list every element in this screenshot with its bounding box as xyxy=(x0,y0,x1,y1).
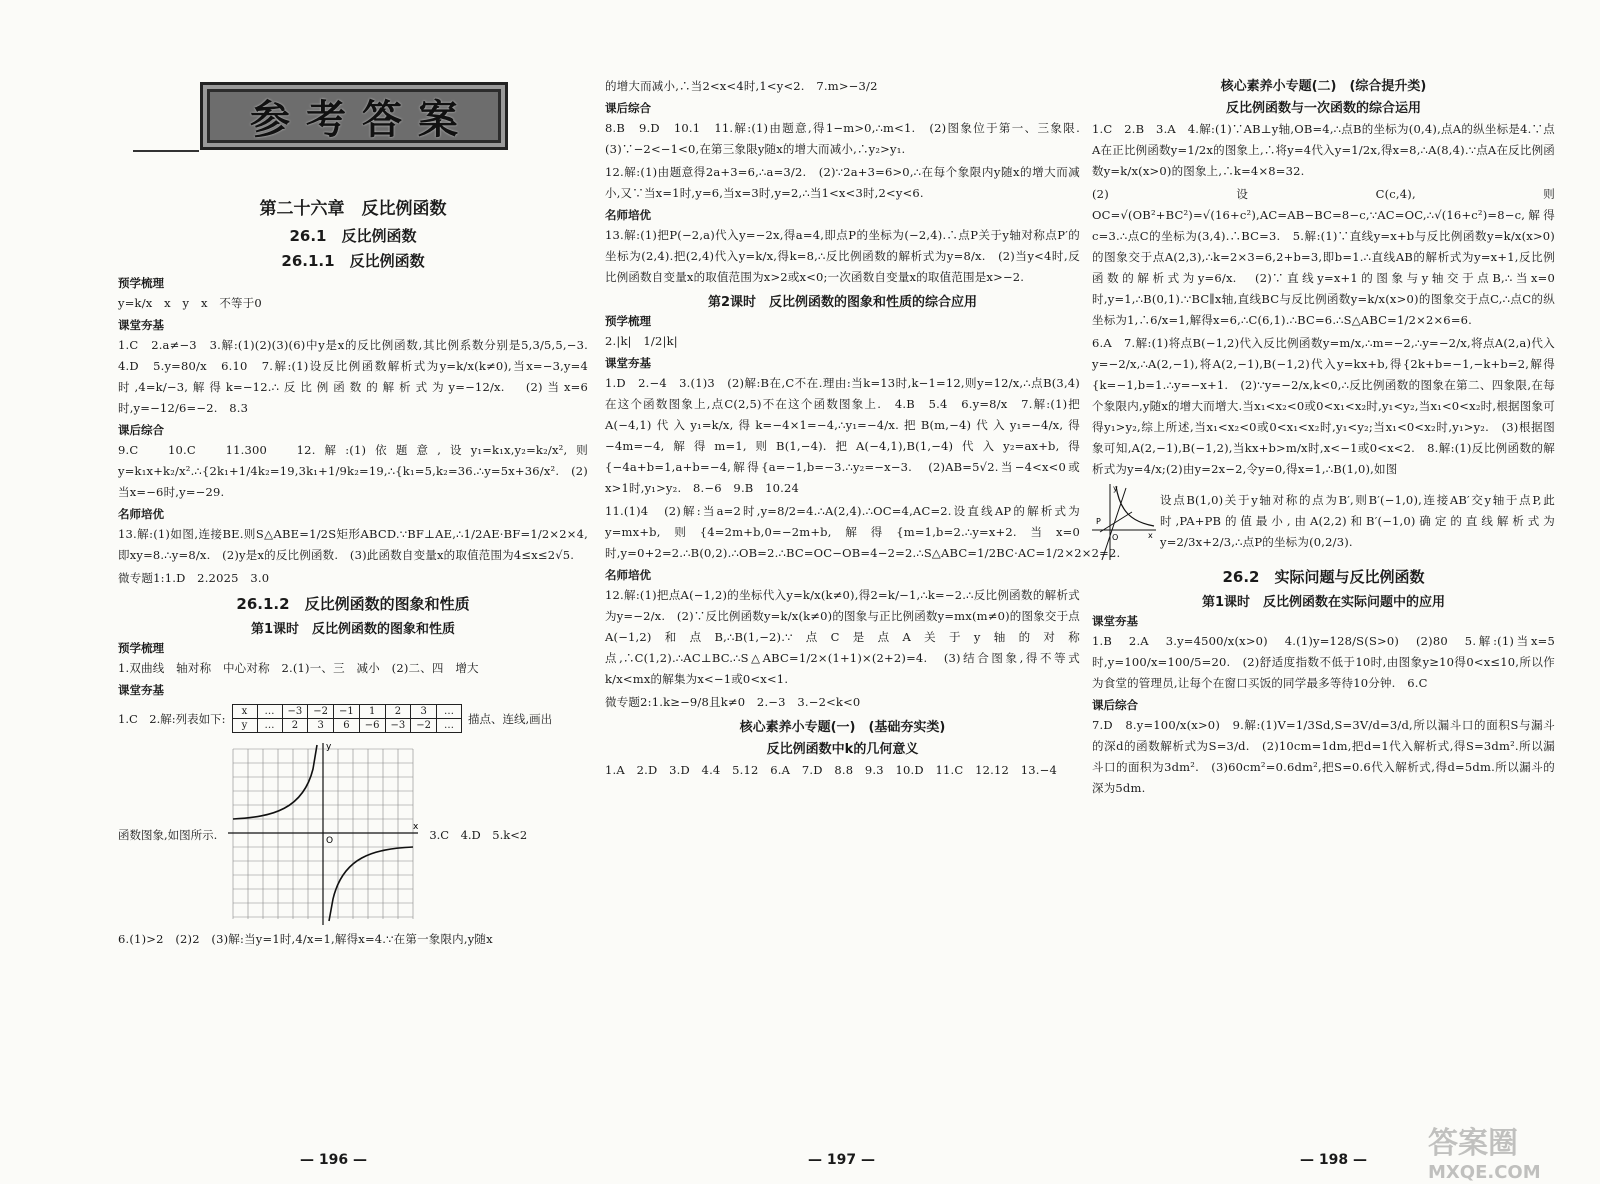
table-cell: −6 xyxy=(359,719,385,733)
table-cell: … xyxy=(437,705,462,719)
answer-text: 12.解:(1)把点A(−1,2)的坐标代入y=k/x(k≠0),得2=k/−1,∴k=−2.∴反比例函数的解析式为y=−2/x. (2)∵反比例函数y=k/x(k≠0)的图象与正比例函数y=mx(m≠0)的图象交于点A(−1,2)和点B,∴B(1,−2).∵点C是点A关于y轴的对称点,∴C(1,2).∴AC⊥BC.∴S△ABC=1/2×(1+1)×(2+2)=4. (3)结合图象,得不等式k/x<mx的解集为x<−1或0<x<1. xyxy=(605,588,1080,686)
table-prefix: 1.C 2.解:列表如下: xyxy=(118,711,226,726)
page-number: — 197 — xyxy=(808,1152,875,1168)
table-cell: 3 xyxy=(308,719,334,733)
answer-text: 1.A 2.D 3.D 4.4 5.12 6.A 7.D 8.8 9.3 10.D 11.C 12.12 13.−4 xyxy=(605,763,1057,777)
svg-text:x: x xyxy=(1148,531,1153,540)
lesson-title: 第1课时 反比例函数在实际问题中的应用 xyxy=(1201,595,1446,610)
table-cell: 6 xyxy=(334,719,360,733)
table-cell: −3 xyxy=(385,719,411,733)
answer-text: 的增大而减小,∴当2<x<4时,1<y<2. 7.m>−3/2 xyxy=(605,79,878,93)
table-cell: −1 xyxy=(334,705,360,719)
answer-text: 6.A 7.解:(1)将点B(−1,2)代入反比例函数y=m/x,∴m=−2,∴y=−2/x,将点A(2,a)代入y=−2/x,∴A(2,−1),将A(2,−1),B(−1,2)代入y=kx+b,得{2k+b=−1,−k+b=2,解得{k=−1,b=1.∴y=−x+1. (2)∵y=−2/x,k<0,∴反比例函数的图象在第二、四象限,在每个象限内,y随x的增大而增大.当x₁<x₂<0或0<x₁<x₂时,y₁<y₂,当x₁<0<x₂时,根据图象可得y₁>y₂,综上所述,当x₁<x₂<0或0<x₁<x₂时,y₁<y₂;当x₁<0<x₂时,y₁>y₂. (3)根据图象可知,A(2,−1),B(−1,2),当kx+b>m/x时,x<−1或0<x<2. 8.解:(1)反比例函数的解析式为y=4/x;(2)由y=2x−2,令y=0,得x=1,∴B(1,0),如图 xyxy=(1092,336,1555,476)
answer-text: 微专题1:1.D 2.2025 3.0 xyxy=(118,571,270,585)
answer-text: 1.C 2.B 3.A 4.解:(1)∵AB⊥y轴,OB=4,∴点B的坐标为(0,4),点A的纵坐标是4.∵点A在正比例函数y=1/2x的图象上,∴将y=4代入y=1/2x,得x=8,∴A(8,4).∵点A在反比例函数y=k/x(x>0)的图象上,∴k=4×8=32. xyxy=(1092,122,1555,178)
answer-text: 1.C 2.a≠−3 3.解:(1)(2)(3)(6)中y是x的反比例函数,其比例系数分别是5,3/5,5,−3. 4.D 5.y=80/x 6.10 7.解:(1)设反比例函数解析式为y=k/x(k≠0),当x=−3,y=4时,4=k/−3,解得k=−12.∴反比例函数的解析式为y=−12/x. (2)当x=6时,y=−12/6=−2. 8.3 xyxy=(118,338,600,415)
svg-text:x: x xyxy=(413,822,419,832)
table-cell: 1 xyxy=(359,705,385,719)
line-hyperbola-figure xyxy=(1092,482,1156,562)
subsection-title: 26.1.2 反比例函数的图象和性质 xyxy=(236,595,470,613)
heading: 课堂夯基 xyxy=(118,318,164,332)
value-table xyxy=(232,704,463,733)
svg-text:y: y xyxy=(1113,484,1118,493)
section-title: 26.2 实际问题与反比例函数 xyxy=(1222,568,1425,586)
heading: 课后综合 xyxy=(605,101,651,115)
heading: 预学梳理 xyxy=(118,641,164,655)
graph-caption: 函数图象,如图所示. xyxy=(118,828,218,842)
heading: 课堂夯基 xyxy=(605,356,651,370)
heading: 名师培优 xyxy=(605,568,651,582)
page-number: — 196 — xyxy=(300,1152,367,1168)
answer-text: 13.解:(1)如图,连接BE.则S△ABE=1/2S矩形ABCD.∵BF⊥AE,∴1/2AE·BF=1/2×2×4,即xy=8.∴y=8/x. (2)y是x的反比例函数. (3)此函数自变量x的取值范围为4≤x≤2√5. xyxy=(118,527,588,562)
table-cell: 2 xyxy=(385,705,411,719)
answer-text: 11.(1)4 (2)解:当a=2时,y=8/2=4.∴A(2,4).∴OC=4,AC=2.设直线AP的解析式为y=mx+b,则{4=2m+b,0=−2m+b,解得{m=1,b=2.∴y=x+2.当x=0时,y=0+2=2.∴B(0,2).∴OB=2.∴BC=OC−OB=4−2=2.∴S△ABC=1/2BC·AC=1/2×2×2=2. xyxy=(605,504,1121,560)
heading: 预学梳理 xyxy=(118,276,164,290)
answer-text: 6.(1)>2 (2)2 (3)解:当y=1时,4/x=1,解得x=4.∵在第一象限内,y随x xyxy=(118,932,493,946)
banner-underline xyxy=(133,150,199,152)
answer-banner xyxy=(200,82,508,150)
table-cell: … xyxy=(257,719,282,733)
figure-row xyxy=(1092,482,1555,562)
heading: 课堂夯基 xyxy=(1092,614,1138,628)
table-cell: … xyxy=(257,705,282,719)
heading: 课后综合 xyxy=(118,423,164,437)
watermark-logo xyxy=(1428,1118,1578,1183)
column-2 xyxy=(605,76,1121,1124)
section-title: 26.1 反比例函数 xyxy=(289,227,417,245)
table-cell: … xyxy=(437,719,462,733)
svg-text:P: P xyxy=(1096,517,1101,526)
svg-text:O: O xyxy=(1112,533,1119,542)
table-cell: −2 xyxy=(411,719,437,733)
answer-text: 12.解:(1)由题意得2a+3=6,∴a=3/2. (2)∵2a+3=6>0,∴在每个象限内y随x的增大而减小,又∵当x=1时,y=6,当x=3时,y=2,∴当1<x<3时,2<y<6. xyxy=(605,165,1080,200)
column-1 xyxy=(118,188,600,1124)
heading: 名师培优 xyxy=(118,507,164,521)
chapter-title: 第二十六章 反比例函数 xyxy=(259,199,447,219)
subsection-title: 26.1.1 反比例函数 xyxy=(281,252,425,270)
svg-text:y: y xyxy=(326,742,332,752)
column-3 xyxy=(1092,72,1555,1124)
answer-text: 2.|k| 1/2|k| xyxy=(605,334,678,348)
watermark-text: 答案圈 xyxy=(1428,1126,1518,1161)
topic-subtitle: 反比例函数与一次函数的综合运用 xyxy=(1225,101,1421,116)
graph-row xyxy=(118,739,588,929)
svg-text:O: O xyxy=(326,836,334,846)
answer-text: 3.C 4.D 5.k<2 xyxy=(429,828,528,842)
page-number: — 198 — xyxy=(1300,1152,1367,1168)
table-cell: 3 xyxy=(411,705,437,719)
answer-text: 7.D 8.y=100/x(x>0) 9.解:(1)V=1/3Sd,S=3V/d=3/d,所以漏斗口的面积S与漏斗的深d的函数解析式为S=3/d. (2)10cm=1dm,把d=1代入解析式,得S=3dm².所以漏斗口的面积为3dm². (3)60cm²=0.6dm²,把S=0.6代入解析式,得d=5dm.所以漏斗的深为5dm. xyxy=(1092,718,1555,795)
answer-text: 13.解:(1)把P(−2,a)代入y=−2x,得a=4,即点P的坐标为(−2,4).∴点P关于y轴对称点P′的坐标为(2,4).把(2,4)代入y=k/x,得k=8,∴反比例函数的解析式为y=8/x. (2)当y<4时,反比例函数自变量x的取值范围为x>2或x<0;一次函数自变量x的取值范围是x>−2. xyxy=(605,228,1080,284)
answer-text: 1.D 2.−4 3.(1)3 (2)解:B在,C不在.理由:当k=13时,k−1=12,则y=12/x,∴点B(3,4)在这个函数图象上,点C(2,5)不在这个函数图象上. 4.B 5.4 6.y=8/x 7.解:(1)把A(−4,1)代入y₁=k/x,得k=−4×1=−4,∴y₁=−4/x.把B(m,−4)代入y₁=−4/x,得−4m=−4,解得m=1,则B(1,−4).把A(−4,1),B(1,−4)代入y₂=ax+b,得{−4a+b=1,a+b=−4,解得{a=−1,b=−3.∴y₂=−x−3. (2)AB=5√2.当−4<x<0或x>1时,y₁>y₂. 8.−6 9.B 10.24 xyxy=(605,376,1080,495)
table-suffix: 描点、连线,画出 xyxy=(468,711,553,726)
table-cell: 2 xyxy=(282,719,308,733)
lesson-title: 第2课时 反比例函数的图象和性质的综合应用 xyxy=(707,295,978,310)
answer-text: 8.B 9.D 10.1 11.解:(1)由题意,得1−m>0,∴m<1. (2)图象位于第一、三象限. (3)∵−2<−1<0,在第三象限y随x的增大而减小,∴y₂>y₁. xyxy=(605,121,1092,156)
answer-text: 1.双曲线 轴对称 中心对称 2.(1)一、三 减小 (2)二、四 增大 xyxy=(118,661,479,675)
answer-text: y=k/x x y x 不等于0 xyxy=(118,296,262,310)
topic-title: 核心素养小专题(一) (基础夯实类) xyxy=(739,720,946,735)
watermark-url: MXQE.COM xyxy=(1428,1162,1541,1183)
hyperbola-graph xyxy=(223,739,423,929)
topic-subtitle: 反比例函数中k的几何意义 xyxy=(766,742,919,757)
answer-text: 设点B(1,0)关于y轴对称的点为B′,则B′(−1,0),连接AB′交y轴于点P,此时,PA+PB的值最小,由A(2,2)和B′(−1,0)确定的直线解析式为y=2/3x+2/3,∴点P的坐标为(0,2/3). xyxy=(1160,492,1555,549)
heading: 课后综合 xyxy=(1092,698,1138,712)
topic-title: 核心素养小专题(二) (综合提升类) xyxy=(1220,79,1427,94)
value-table-row xyxy=(118,704,588,733)
answer-text: 微专题2:1.k≥−9/8且k≠0 2.−3 3.−2<k<0 xyxy=(605,695,861,709)
heading: 预学梳理 xyxy=(605,314,651,328)
heading: 名师培优 xyxy=(605,208,651,222)
heading: 课堂夯基 xyxy=(118,683,164,697)
answer-text: 9.C 10.C 11.300 12.解:(1)依题意,设y₁=k₁x,y₂=k₂/x²,则y=k₁x+k₂/x².∴{2k₁+1/4k₂=19,3k₁+1/9k₂=19,∴{k₁=5,k₂=36.∴y=5x+36/x². (2)当x=−6时,y=−29. xyxy=(118,443,588,499)
table-cell: x xyxy=(232,705,257,719)
table-cell: −2 xyxy=(308,705,334,719)
table-cell: y xyxy=(232,719,257,733)
table-cell: −3 xyxy=(282,705,308,719)
answer-text: 1.B 2.A 3.y=4500/x(x>0) 4.(1)y=128/S(S>0) (2)80 5.解:(1)当x=5时,y=100/x=100/5=20. (2)舒适度指数不低于10时,由图象y≥10得0<x≤10,所以作为食堂的管理员,让每个在窗口买饭的同学最多等待10分钟. 6.C xyxy=(1092,634,1555,690)
banner-title: 参考答案 xyxy=(250,95,474,143)
lesson-title: 第1课时 反比例函数的图象和性质 xyxy=(250,622,456,637)
answer-text: (2)设C(c,4),则OC=√(OB²+BC²)=√(16+c²),AC=AB−BC=8−c,∵AC=OC,∴√(16+c²)=8−c,解得c=3.∴点C的坐标为(3,4).∴BC=3. 5.解:(1)∵直线y=x+b与反比例函数y=k/x(x>0)的图象交于点A(2,3),∴k=2×3=6,2+b=3,即b=1.∴直线AB的解析式为y=x+1,反比例函数的解析式为y=6/x. (2)∵直线y=x+1的图象与y轴交于点B,∴当x=0时,y=1,∴B(0,1).∵BC∥x轴,直线BC与反比例函数y=k/x(x>0)的图象交于点C,∴点C的纵坐标为1,∴6/x=1,解得x=6,∴C(6,1).∴BC=6.∴S△ABC=1/2×2×6=6. xyxy=(1092,187,1555,327)
